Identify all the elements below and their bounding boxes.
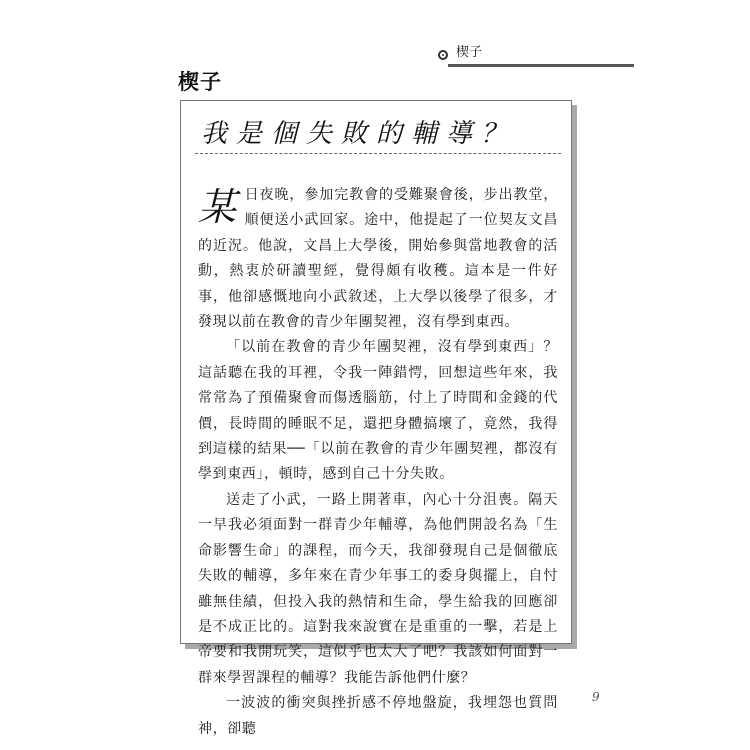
drop-cap: 某	[198, 185, 237, 229]
box-heading: 我是個失敗的輔導？	[201, 119, 517, 149]
paragraph-1-text: 日夜晚，參加完教會的受難聚會後，步出教堂，順便送小武回家。途中，他提起了一位契友文昌的近況。他說，文昌上大學後，開始參與當地教會的活動，熱衷於研讀聖經，覺得頗有收穫。這本是一件好事，他卻感慨地向小武敘述，上大學以後學了很多，才發現以前在教會的青少年團契裡，沒有學到東西。	[198, 187, 558, 331]
page-number: 9	[592, 690, 600, 704]
running-header	[438, 44, 634, 68]
running-header-rule	[448, 64, 634, 67]
paragraph-3: 送走了小武，一路上開著車，內心十分沮喪。隔天一早我必須面對一群青少年輔導，為他們開設名為「生命影響生命」的課程，而今天，我卻發現自己是個徹底失敗的輔導，多年來在青少年事工的委身與擺上，自忖雖無佳績，但投入我的熱情和生命，學生給我的回應卻是不成正比的。這對我來說實在是重重的一擊，若是上帝要和我開玩笑，這似乎也太大了吧？我該如何面對一群來學習課程的輔導？我能告訴他們什麼？	[198, 491, 558, 686]
paragraph-4: 一波波的衝突與挫折感不停地盤旋，我埋怨也質問神，卻聽	[198, 695, 558, 737]
paragraph-1	[198, 183, 558, 335]
content-box	[180, 100, 572, 737]
body-text	[198, 183, 558, 742]
dashed-divider	[195, 153, 561, 154]
chapter-title: 楔子	[178, 69, 222, 94]
bullet-circle-icon	[438, 50, 448, 60]
paragraph-2: 「以前在教會的青少年團契裡，沒有學到東西」？這話聽在我的耳裡，令我一陣錯愕，回想這些年來，我常常為了預備聚會而傷透腦筋，付上了時間和金錢的代價，長時間的睡眠不足，還把身體搞壞了，竟然，我得到這樣的結果──「以前在教會的青少年團契裡，都沒有學到東西」，頓時，感到自己十分失敗。	[198, 339, 558, 483]
running-header-title: 楔子	[456, 45, 483, 60]
